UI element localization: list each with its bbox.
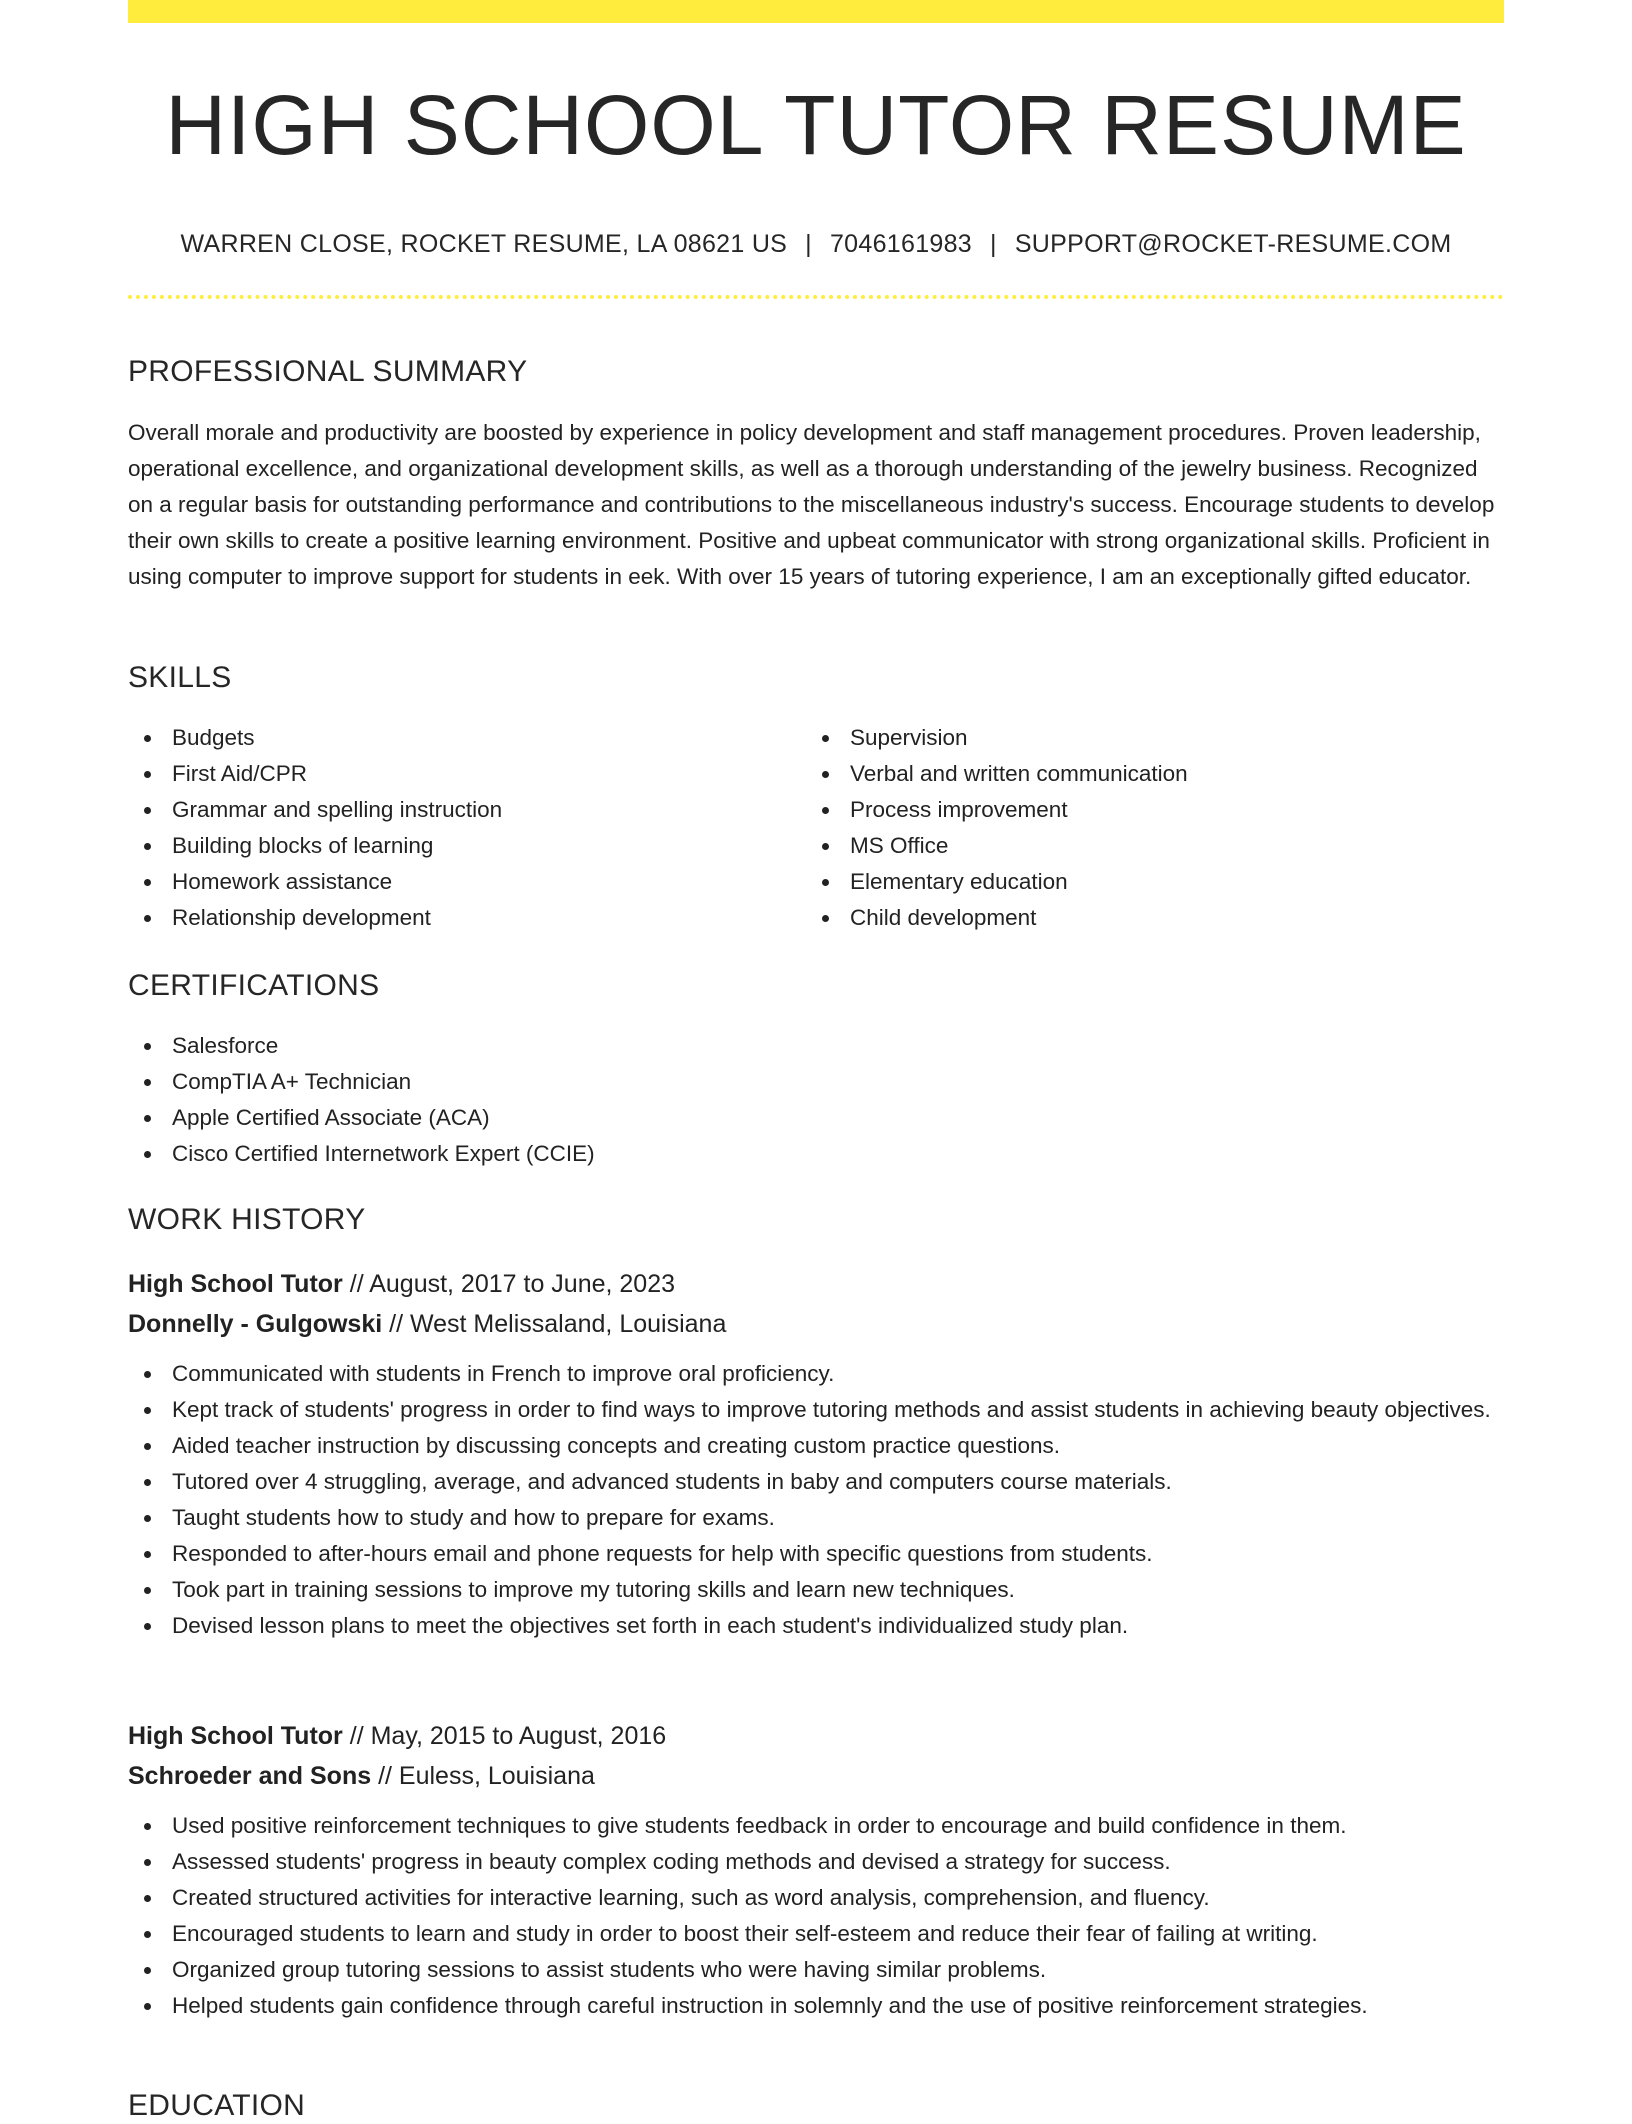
job-bullet-item: Communicated with students in French to improve oral proficiency.	[128, 1356, 1504, 1392]
skill-item: Process improvement	[806, 792, 1484, 828]
job-bullet-item: Responded to after-hours email and phone requests for help with specific questions from students.	[128, 1536, 1504, 1572]
education-heading: EDUCATION	[128, 2089, 306, 2122]
job-title: High School Tutor	[128, 1270, 343, 1298]
job-location: // West Melissaland, Louisiana	[389, 1310, 727, 1338]
job-title: High School Tutor	[128, 1722, 343, 1750]
top-accent-bar	[128, 0, 1504, 23]
skill-item: Homework assistance	[128, 864, 806, 900]
certifications-heading: CERTIFICATIONS	[128, 969, 380, 1002]
skill-item: Child development	[806, 900, 1484, 936]
job-company: Donnelly - Gulgowski	[128, 1310, 383, 1338]
job-bullet-item: Assessed students' progress in beauty complex coding methods and devised a strategy for success.	[128, 1844, 1504, 1880]
job-bullet-item: Organized group tutoring sessions to assist students who were having similar problems.	[128, 1952, 1504, 1988]
job-entry	[128, 1716, 1504, 2024]
skills-list-right	[806, 720, 1484, 936]
job-title-line	[128, 1264, 1504, 1304]
certifications-list	[128, 1028, 1504, 1172]
job-company-line	[128, 1756, 1504, 1796]
job-bullet-item: Helped students gain confidence through careful instruction in solemnly and the use of positive reinforcement strategies.	[128, 1988, 1504, 2024]
certification-item: Apple Certified Associate (ACA)	[128, 1100, 1504, 1136]
skill-item: Building blocks of learning	[128, 828, 806, 864]
job-company-line	[128, 1304, 1504, 1344]
skills-columns	[128, 720, 1504, 936]
summary-heading: PROFESSIONAL SUMMARY	[128, 355, 528, 388]
certifications-section	[128, 968, 1504, 1172]
contact-phone: 7046161983	[829, 230, 973, 259]
contact-line	[128, 229, 1504, 259]
education-section	[128, 2088, 1504, 2124]
job-bullet-item: Used positive reinforcement techniques to give students feedback in order to encourage and build confidence in them.	[128, 1808, 1504, 1844]
skills-section	[128, 660, 1504, 936]
certification-item: Cisco Certified Internetwork Expert (CCIE)	[128, 1136, 1504, 1172]
contact-separator: |	[805, 230, 812, 259]
skills-list-left	[128, 720, 806, 936]
summary-section	[128, 354, 1504, 595]
skill-item: Relationship development	[128, 900, 806, 936]
job-bullet-item: Took part in training sessions to improve my tutoring skills and learn new techniques.	[128, 1572, 1504, 1608]
job-bullet-item: Taught students how to study and how to prepare for exams.	[128, 1500, 1504, 1536]
skill-item: Supervision	[806, 720, 1484, 756]
certification-item: Salesforce	[128, 1028, 1504, 1064]
contact-email: SUPPORT@ROCKET-RESUME.COM	[1014, 230, 1452, 259]
skill-item: First Aid/CPR	[128, 756, 806, 792]
job-dates: // May, 2015 to August, 2016	[349, 1722, 667, 1750]
job-bullets	[128, 1808, 1504, 2024]
contact-separator: |	[990, 230, 997, 259]
summary-text: Overall morale and productivity are boosted by experience in policy development and staff management procedures. Proven leadership, operational excellence, and organizational development skills, as well as a thorough understanding of the jewelry business. Recognized on a regular basis for outstanding performance and contributions to the miscellaneous industry's success. Encourage students to develop their own skills to create a positive learning environment. Positive and upbeat communicator with strong organizational skills. Proficient in using computer to improve support for students in eek. With over 15 years of tutoring experience, I am an exceptionally gifted educator.	[128, 420, 1495, 589]
work-history-heading: WORK HISTORY	[128, 1203, 366, 1236]
dotted-divider	[128, 295, 1504, 299]
job-location: // Euless, Louisiana	[378, 1762, 595, 1790]
job-title-line	[128, 1716, 1504, 1756]
resume-page	[128, 0, 1504, 2122]
resume-title: HIGH SCHOOL TUTOR RESUME	[165, 78, 1467, 172]
job-company: Schroeder and Sons	[128, 1762, 372, 1790]
certification-item: CompTIA A+ Technician	[128, 1064, 1504, 1100]
skill-item: Verbal and written communication	[806, 756, 1484, 792]
skill-item: Elementary education	[806, 864, 1484, 900]
job-entry	[128, 1264, 1504, 1644]
job-bullet-item: Kept track of students' progress in order to find ways to improve tutoring methods and assist students in achieving beauty objectives.	[128, 1392, 1504, 1428]
job-bullet-item: Devised lesson plans to meet the objectives set forth in each student's individualized study plan.	[128, 1608, 1504, 1644]
job-bullet-item: Aided teacher instruction by discussing concepts and creating custom practice questions.	[128, 1428, 1504, 1464]
skill-item: Grammar and spelling instruction	[128, 792, 806, 828]
job-bullet-item: Encouraged students to learn and study in order to boost their self-esteem and reduce their fear of failing at writing.	[128, 1916, 1504, 1952]
job-dates: // August, 2017 to June, 2023	[349, 1270, 676, 1298]
skills-heading: SKILLS	[128, 661, 232, 694]
job-bullet-item: Created structured activities for interactive learning, such as word analysis, comprehension, and fluency.	[128, 1880, 1504, 1916]
job-bullet-item: Tutored over 4 struggling, average, and advanced students in baby and computers course materials.	[128, 1464, 1504, 1500]
job-bullets	[128, 1356, 1504, 1644]
work-history-section	[128, 1202, 1504, 1238]
contact-address: WARREN CLOSE, ROCKET RESUME, LA 08621 US	[180, 230, 788, 259]
skill-item: Budgets	[128, 720, 806, 756]
skill-item: MS Office	[806, 828, 1484, 864]
